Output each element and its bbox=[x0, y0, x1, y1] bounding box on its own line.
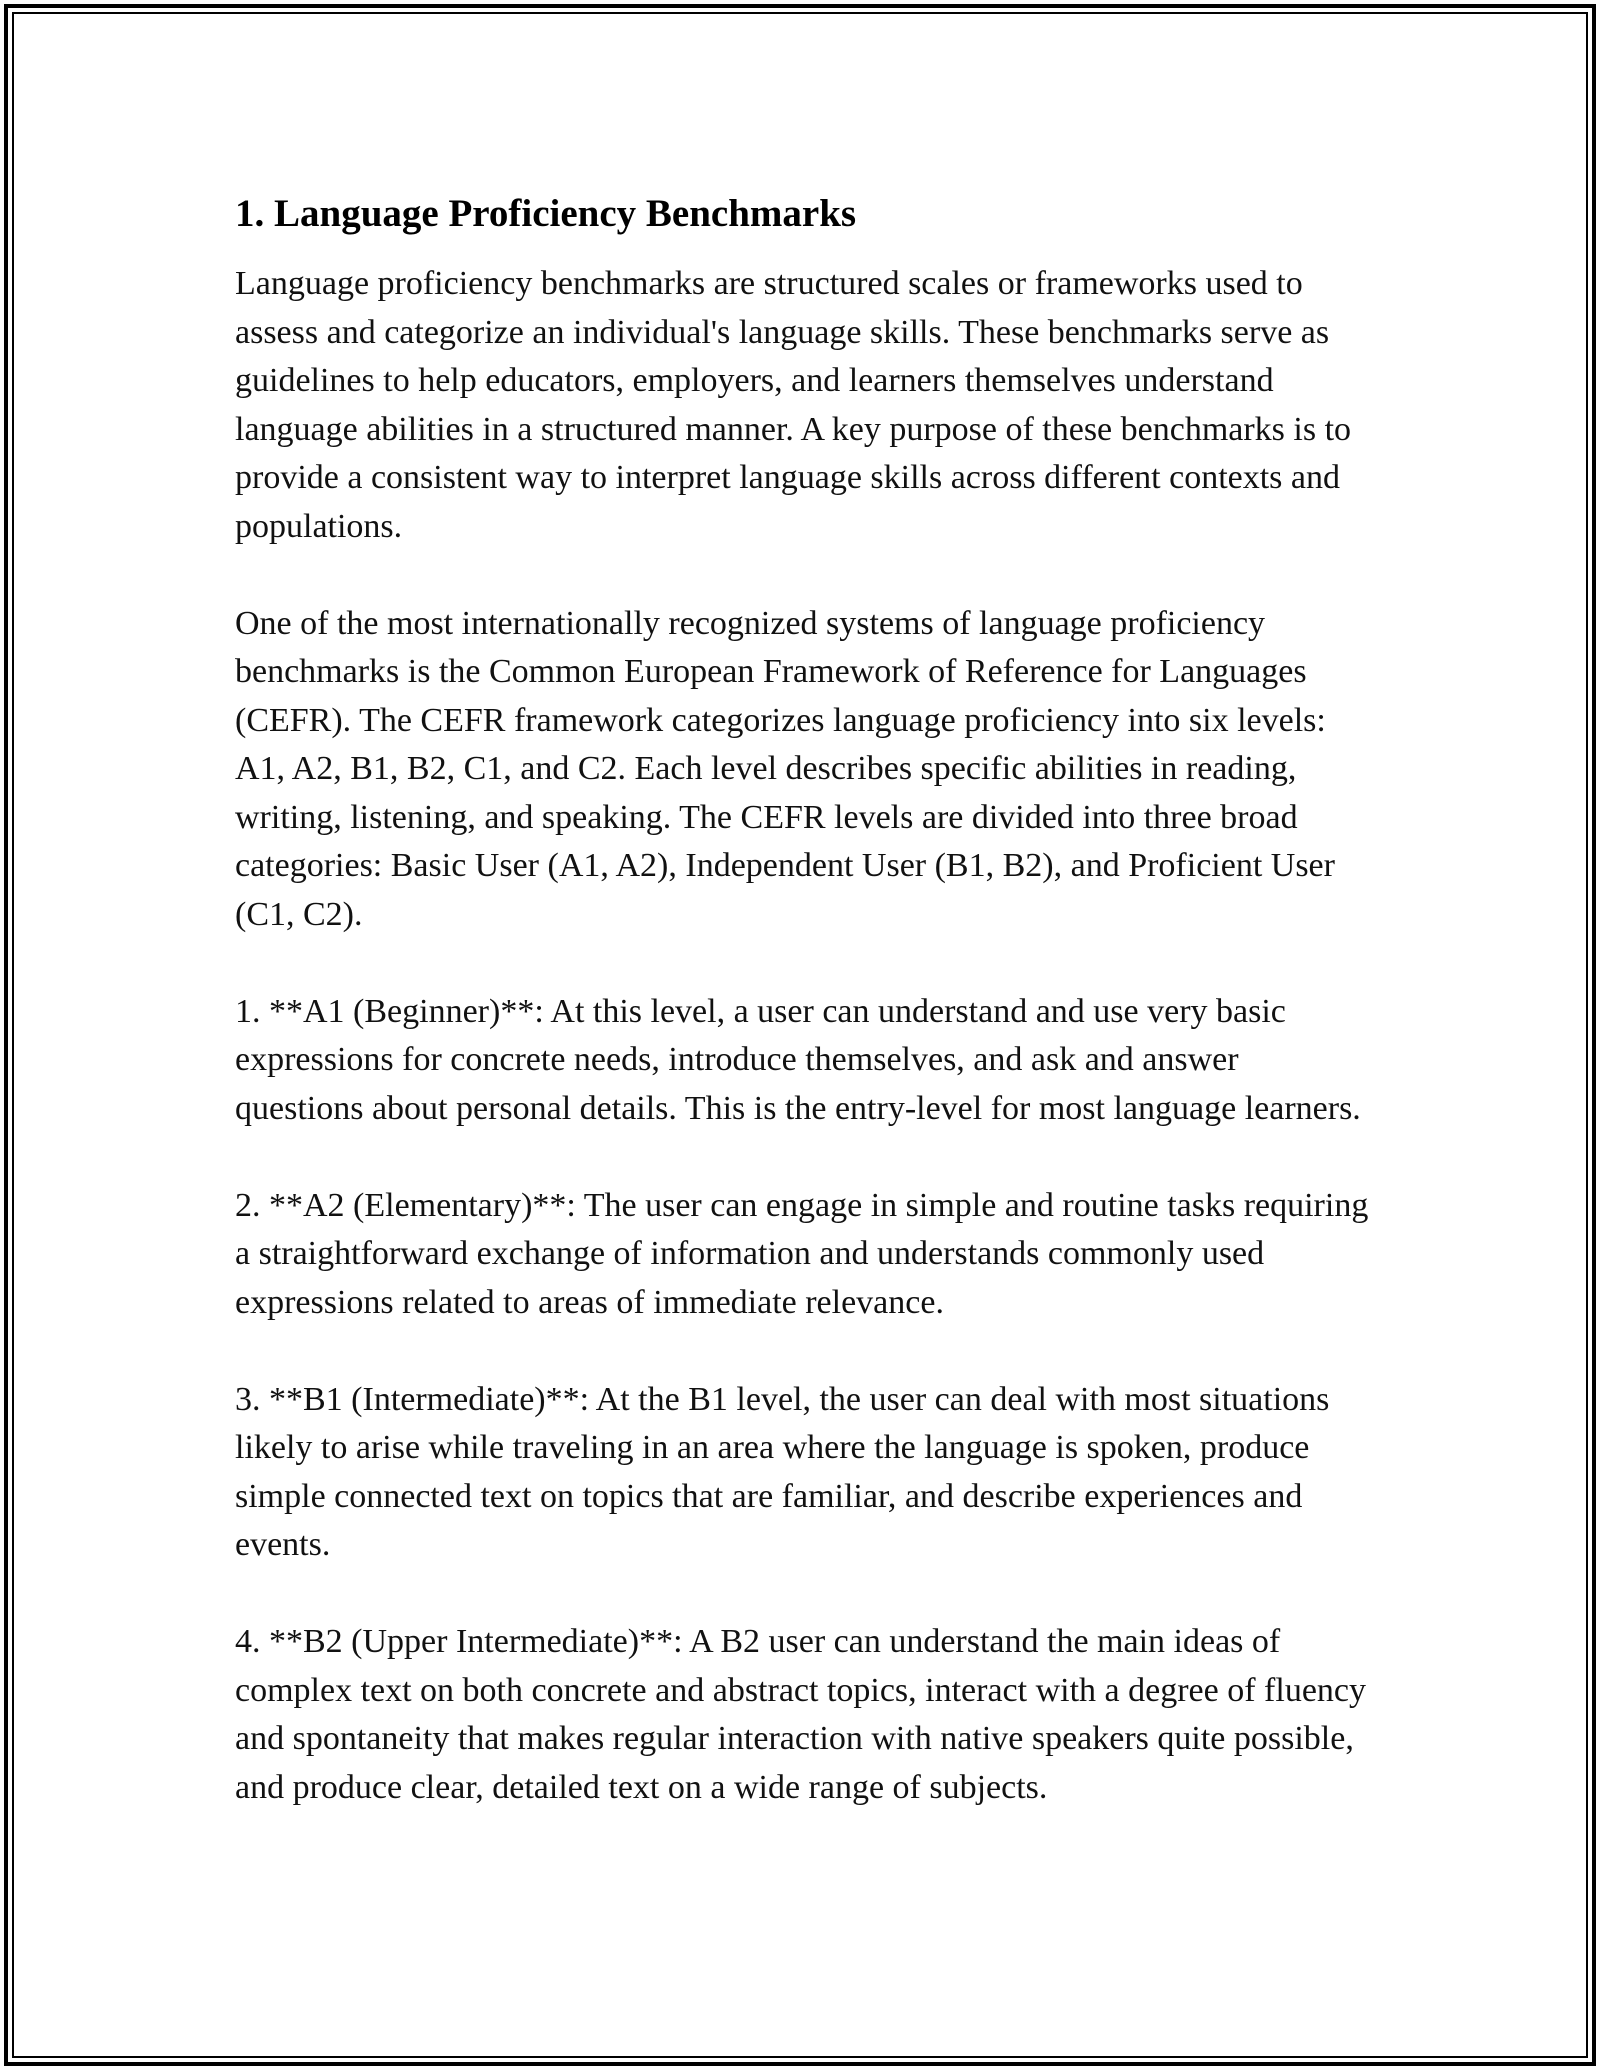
paragraph-cefr: One of the most internationally recognized systems of language proficiency benchmarks is the Common European Framework of Reference for Languages (CEFR). The CEFR framework categorizes language proficiency into six levels: A1, A2, B1, B2, C1, and C2. Each level describes specific abilities in reading, writing, listening, and speaking. The CEFR levels are divided into three broad categories: Basic User (A1, A2), Independent User (B1, B2), and Proficient User (C1, C2). bbox=[235, 604, 1335, 933]
list-item-b2: 4. **B2 (Upper Intermediate)**: A B2 user can understand the main ideas of complex text on both concrete and abstract topics, interact with a degree of fluency and spontaneity that makes regular interaction with native speakers quite possible, and produce clear, detailed text on a wide range of subjects. bbox=[235, 1623, 1366, 1806]
list-item-a2: 2. **A2 (Elementary)**: The user can engage in simple and routine tasks requiring a straightforward exchange of information and understands commonly used expressions related to areas of immediate relevance. bbox=[235, 1186, 1369, 1321]
paragraph-intro: Language proficiency benchmarks are structured scales or frameworks used to assess and categorize an individual's language skills. These benchmarks serve as guidelines to help educators, employers, and learners themselves understand language abilities in a structured manner. A key purpose of these benchmarks is to provide a consistent way to interpret language skills across different contexts and populations. bbox=[235, 265, 1352, 545]
document-body bbox=[235, 188, 1375, 1861]
section-heading: 1. Language Proficiency Benchmarks bbox=[235, 192, 857, 235]
list-item-a1: 1. **A1 (Beginner)**: At this level, a user can understand and use very basic expressions for concrete needs, introduce themselves, and ask and answer questions about personal details. This is the entry-level for most language learners. bbox=[235, 992, 1361, 1127]
list-item-b1: 3. **B1 (Intermediate)**: At the B1 level, the user can deal with most situations likely to arise while traveling in an area where the language is spoken, produce simple connected text on topics that are familiar, and describe experiences and events. bbox=[235, 1380, 1330, 1563]
